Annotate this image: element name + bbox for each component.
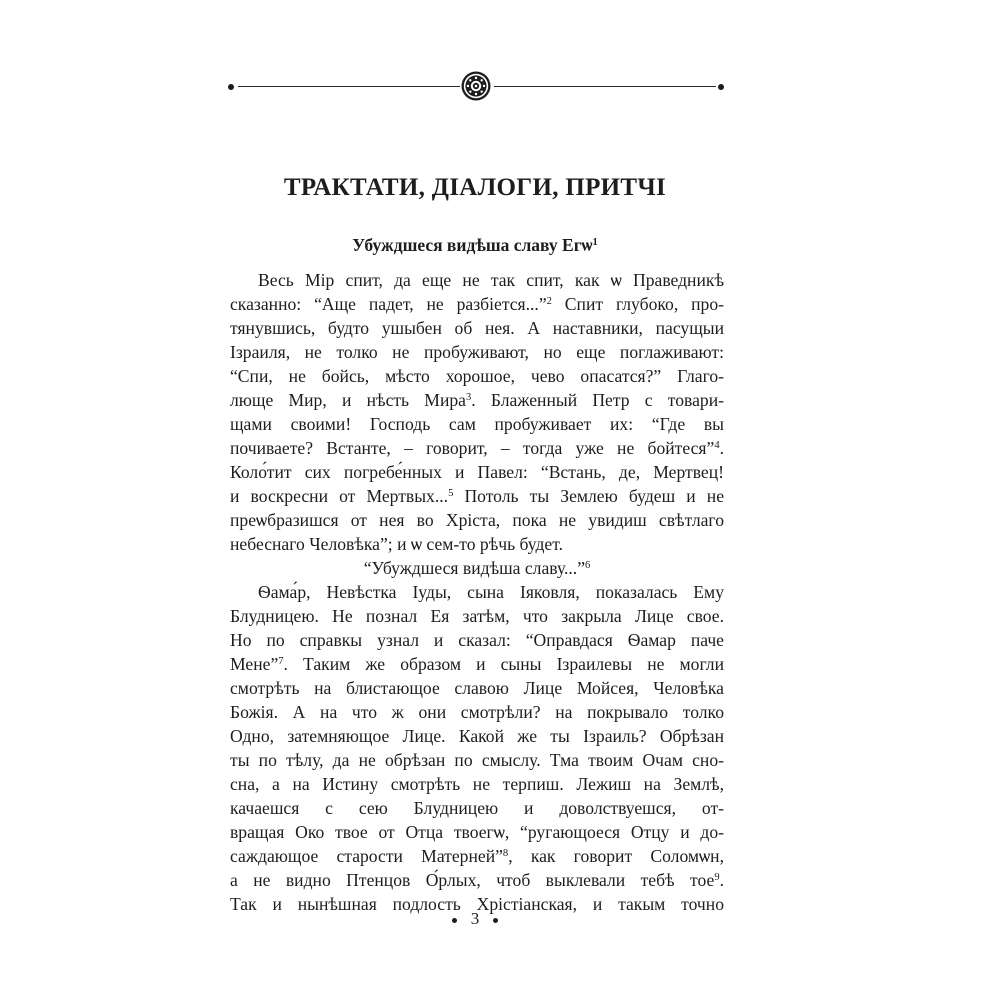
text-segment: Потоль ты Землею будеш и не	[453, 486, 725, 506]
text-segment: Божія. А на что ж они смотрѣли? на покрывало толко	[230, 702, 724, 722]
footnote-ref: 4	[714, 440, 720, 452]
text-segment: Весь Мір спит, да еще не так спит, как ѡ Праведникѣ	[258, 270, 724, 290]
text-line	[230, 364, 724, 388]
text-line	[230, 556, 724, 580]
text-segment: Одно, затемняющое Лице. Какой же ты Ізраиль? Обрѣзан	[230, 726, 724, 746]
rule-dot-left	[228, 84, 234, 90]
footnote-ref: 2	[546, 296, 552, 308]
text-segment: почиваете? Встанте, – говорит, – тогда уже не бойтеся”	[230, 438, 715, 458]
chapter-title: ТРАКТАТИ, ДІАЛОГИ, ПРИТЧІ	[283, 174, 667, 201]
text-segment: тянувшись, будто ушыбен об нея. А наставники, пасущыи	[230, 318, 724, 338]
text-line	[230, 532, 724, 556]
text-segment: Мене”	[230, 654, 279, 674]
text-line	[230, 316, 724, 340]
text-segment: качаешся с сею Блудницею и доволствуешся, от-	[230, 798, 724, 818]
text-segment: , как говорит Соломѡн,	[508, 846, 725, 866]
footer-bullet-left	[452, 918, 457, 923]
text-segment: саждающое старости Матерней”	[230, 846, 503, 866]
text-line	[230, 292, 724, 316]
text-line	[230, 604, 724, 628]
rule-line-right	[494, 86, 716, 87]
text-segment: Спит глубоко, про-	[551, 294, 724, 314]
text-segment: Коло́тит сих погребе́нных и Павел: “Встань, де, Мертвец!	[230, 462, 724, 482]
text-segment: . Блаженный Петр с товари-	[471, 390, 724, 410]
text-line	[230, 748, 724, 772]
body-text	[230, 268, 724, 916]
text-line	[230, 340, 724, 364]
text-line	[230, 388, 724, 412]
footer-bullet-right	[493, 918, 498, 923]
text-segment: Ѳама́р, Невѣстка Іуды, сына Іяковля, показалась Ему	[258, 582, 724, 602]
text-segment: .	[719, 870, 724, 890]
text-line	[230, 700, 724, 724]
text-segment: .	[719, 438, 724, 458]
text-segment: и воскресни от Мертвых...	[230, 486, 449, 506]
text-segment: ты по тѣлу, да не обрѣзан по смыслу. Тма твоим Очам сно-	[230, 750, 724, 770]
text-line	[230, 820, 724, 844]
page-number: 3	[470, 909, 480, 928]
footnote-ref: 8	[502, 848, 509, 860]
text-segment: Но по справкы узнал и сказал: “Оправдася Ѳамар паче	[230, 630, 724, 650]
text-line	[230, 868, 724, 892]
text-segment: преѡбразишся от нея во Хріста, пока не увидиш свѣтлаго	[230, 510, 724, 530]
text-segment: “Убуждшеся видѣша славу...”	[363, 558, 586, 578]
text-line	[230, 460, 724, 484]
text-line	[230, 796, 724, 820]
section-title	[230, 235, 720, 256]
footnote-ref: 1	[592, 237, 598, 249]
text-line	[230, 772, 724, 796]
text-segment: сказанно: “Аще падет, не разбіется...”	[230, 294, 547, 314]
rule-dot-right	[718, 84, 724, 90]
text-line	[230, 436, 724, 460]
text-line	[230, 724, 724, 748]
header-ornament-rule	[228, 68, 724, 104]
text-line	[230, 676, 724, 700]
text-segment: Так и нынѣшная подлость Хрістіанская, и такым точно	[230, 894, 724, 914]
text-segment: “Спи, не бойсь, мѣсто хорошое, чево опасатся?” Глаго-	[230, 366, 724, 386]
text-line	[230, 412, 724, 436]
section-title-text: Убуждшеся видѣша славу Егѡ	[352, 235, 593, 255]
text-segment: а не видно Птенцов О́рлых, чтоб выклевали тебѣ тое	[230, 870, 715, 890]
footnote-ref: 9	[714, 872, 720, 884]
footnote-ref: 7	[278, 656, 284, 668]
text-line	[230, 268, 724, 292]
text-segment: сна, а на Истину смотрѣть не терпиш. Лежиш на Землѣ,	[230, 774, 724, 794]
text-segment: вращая Око твое от Отца твоегѡ, “ругающоеся Отцу и до-	[230, 822, 724, 842]
rosette-ornament-icon	[459, 68, 493, 104]
footnote-ref: 6	[585, 560, 591, 572]
text-line	[230, 580, 724, 604]
text-segment: Блудницею. Не познал Ея затѣм, что закрыла Лице свое.	[230, 606, 724, 626]
footnote-ref: 3	[465, 392, 472, 404]
text-line	[230, 844, 724, 868]
text-segment: люще Мир, и нѣсть Мира	[230, 390, 466, 410]
text-segment: . Таким же образом и сыны Ізраилевы не могли	[283, 654, 724, 674]
text-segment: небеснаго Человѣка”; и ѡ сем-то рѣчь будет.	[230, 534, 564, 554]
footnote-ref: 5	[448, 488, 454, 500]
rule-line-left	[238, 86, 460, 87]
text-segment: Ізраиля, не толко не пробуживают, но еще поглаживают:	[230, 342, 724, 362]
text-line	[230, 652, 724, 676]
text-line	[230, 508, 724, 532]
text-line	[230, 628, 724, 652]
text-line	[230, 484, 724, 508]
page-footer	[430, 908, 520, 930]
text-segment: щами своими! Господь сам пробуживает их: “Где вы	[230, 414, 724, 434]
text-segment: смотрѣть на блистающое славою Лице Мойсея, Человѣка	[230, 678, 724, 698]
